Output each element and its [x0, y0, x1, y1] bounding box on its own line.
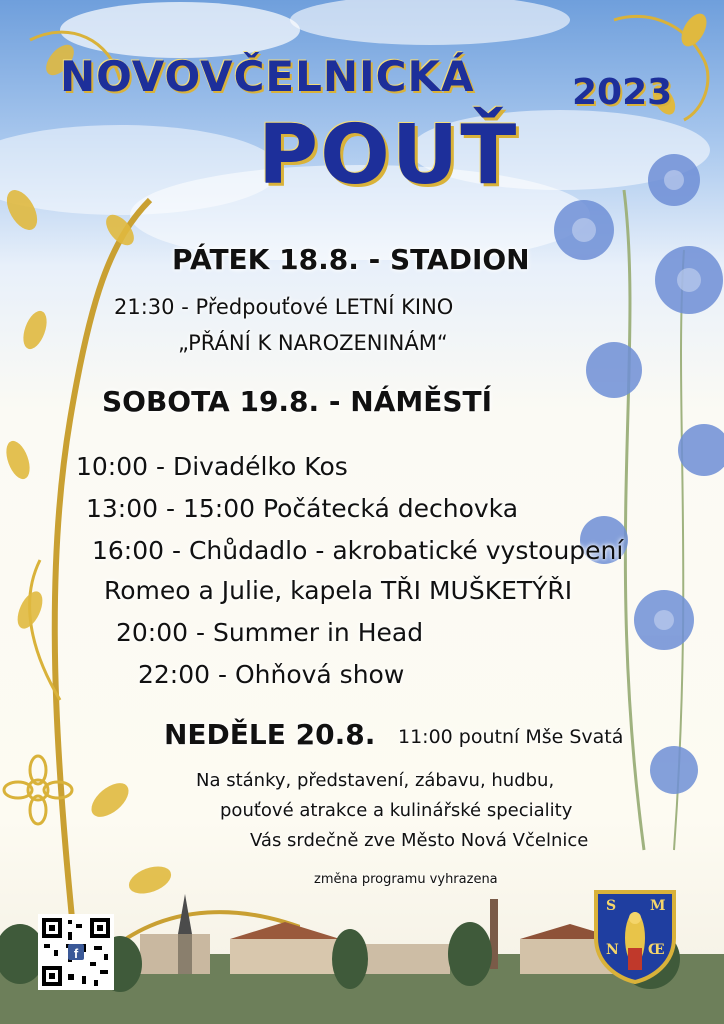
invitation-line: Vás srdečně zve Město Nová Včelnice	[250, 830, 589, 851]
invitation-line: Na stánky, představení, zábavu, hudbu,	[196, 770, 555, 791]
friday-heading: PÁTEK 18.8. - STADION	[172, 243, 530, 276]
sunday-heading: NEDĚLE 20.8.	[164, 718, 376, 751]
sunday-detail: 11:00 poutní Mše Svatá	[398, 726, 624, 748]
crest-letter-bottom-right: Œ	[648, 942, 665, 958]
saturday-item: 10:00 - Divadélko Kos	[76, 452, 348, 481]
invitation-line: pouťové atrakce a kulinářské speciality	[220, 800, 573, 821]
friday-line-2: „PŘÁNÍ K NAROZENINÁM“	[178, 331, 448, 355]
saturday-item: 22:00 - Ohňová show	[138, 660, 405, 689]
poster-title: NOVOVČELNICKÁ	[60, 52, 475, 101]
poster-year: 2023	[572, 72, 673, 113]
qr-code-icon[interactable]	[38, 914, 114, 990]
svg-text:f: f	[73, 946, 79, 961]
program-note: změna programu vyhrazena	[314, 872, 498, 887]
saturday-heading: SOBOTA 19.8. - NÁMĚSTÍ	[102, 385, 493, 418]
poster-subtitle: POUŤ	[258, 108, 519, 203]
saturday-item: 20:00 - Summer in Head	[116, 618, 424, 647]
town-crest	[592, 888, 678, 984]
crest-letter-top-left: S	[606, 898, 617, 914]
cornflower-decoration	[524, 150, 724, 870]
saturday-item: Romeo a Julie, kapela TŘI MUŠKETÝŘI	[104, 576, 573, 605]
saturday-item: 16:00 - Chůdadlo - akrobatické vystoupení	[92, 536, 624, 565]
saturday-item: 13:00 - 15:00 Počátecká dechovka	[86, 494, 519, 523]
friday-line-1: 21:30 - Předpouťové LETNÍ KINO	[114, 295, 454, 319]
crest-letter-top-right: M	[650, 898, 666, 914]
crest-letter-bottom-left: N	[606, 942, 619, 958]
